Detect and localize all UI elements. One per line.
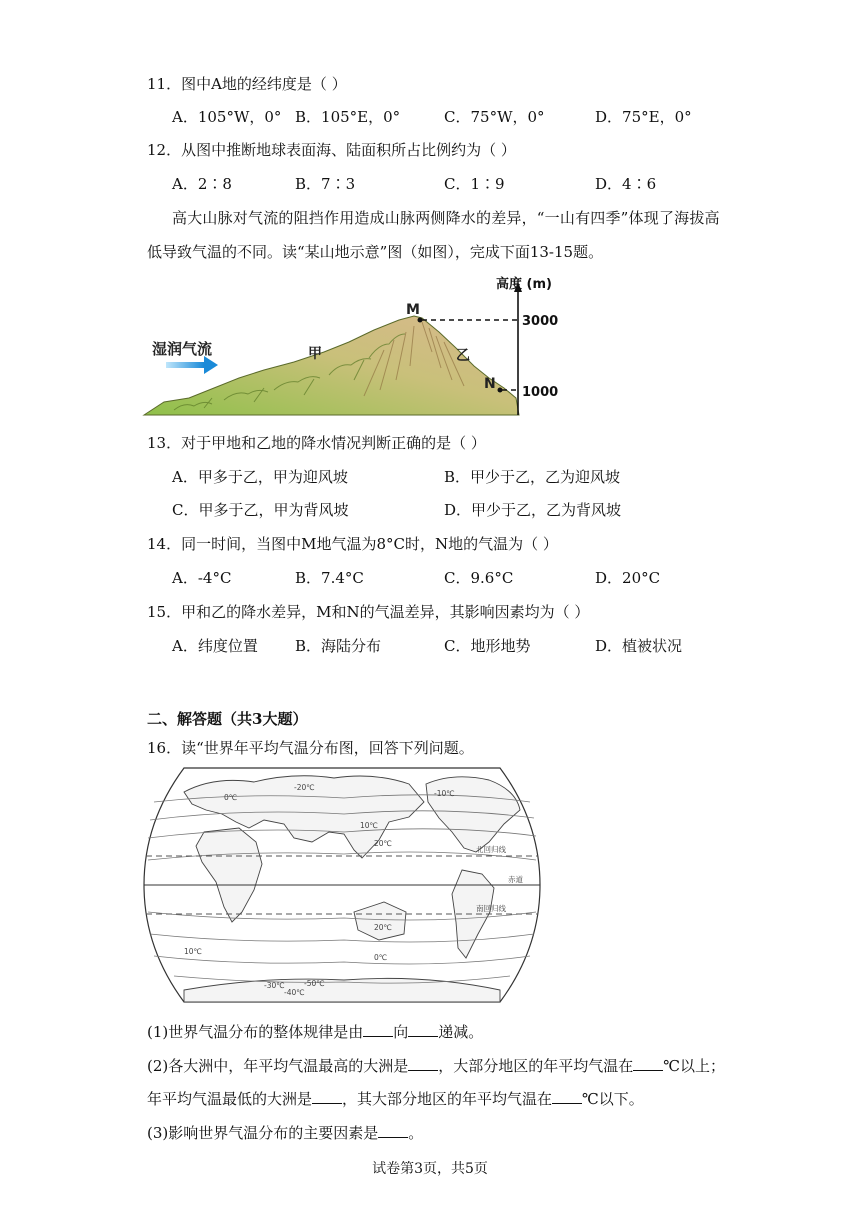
q16-stem: 16．读“世界年平均气温分布图，回答下列问题。 — [147, 739, 474, 757]
label-jia: 甲 — [308, 346, 322, 362]
label-iso-10-s: 10℃ — [184, 947, 202, 956]
label-iso-10-n: 10℃ — [360, 821, 378, 830]
q11-option-c[interactable]: C．75°W，0° — [444, 108, 545, 126]
q15-option-b[interactable]: B．海陆分布 — [295, 637, 382, 655]
label-m: M — [406, 302, 420, 318]
answer-blank-7[interactable] — [378, 1123, 408, 1138]
q16-part1 — [147, 1022, 483, 1042]
q16-part3 — [147, 1123, 423, 1143]
label-yi: 乙 — [456, 348, 470, 364]
label-iso-neg10: -10℃ — [434, 789, 455, 798]
answer-blank-5[interactable] — [312, 1089, 342, 1104]
q15-option-d[interactable]: D．植被状况 — [595, 637, 683, 655]
q11-option-a[interactable]: A．105°W，0° — [172, 108, 282, 126]
q14-option-b[interactable]: B．7.4°C — [295, 569, 364, 587]
label-iso-20-s: 20℃ — [374, 923, 392, 932]
q14-stem: 14．同一时间，当图中M地气温为8°C时，N地的气温为（ ） — [147, 535, 558, 553]
label-equator: 赤道 — [508, 875, 523, 884]
world-temperature-map — [144, 762, 540, 1008]
label-iso-neg40: -40℃ — [284, 988, 305, 997]
q12-option-b[interactable]: B．7∶3 — [295, 175, 356, 193]
q12-option-d[interactable]: D．4∶6 — [595, 175, 657, 193]
answer-blank-4[interactable] — [633, 1056, 663, 1071]
label-iso-neg20: -20℃ — [294, 783, 315, 792]
q13-option-a[interactable]: A．甲多于乙，甲为迎风坡 — [172, 468, 348, 486]
q16-part2-text-a: (2)各大洲中，年平均气温最高的大洲是 — [147, 1057, 409, 1075]
answer-blank-3[interactable] — [408, 1056, 438, 1071]
q16-part2-line1 — [147, 1056, 725, 1076]
q12-stem: 12．从图中推断地球表面海、陆面积所占比例约为（ ） — [147, 141, 516, 159]
label-iso-neg30: -30℃ — [264, 981, 285, 990]
q16-part2-text-f: ℃以下。 — [582, 1090, 644, 1108]
tick-3000: 3000 — [522, 314, 559, 329]
airflow-label: 湿润气流 — [152, 340, 213, 358]
mountain-figure — [144, 270, 559, 420]
q15-option-c[interactable]: C．地形地势 — [444, 637, 531, 655]
q11-option-d[interactable]: D．75°E，0° — [595, 108, 692, 126]
label-tropic-south: 南回归线 — [476, 904, 506, 913]
label-tropic-north: 北回归线 — [476, 845, 506, 854]
q16-part3-text-a: (3)影响世界气温分布的主要因素是 — [147, 1124, 379, 1142]
q16-part3-text-b: 。 — [408, 1124, 424, 1142]
label-n: N — [484, 376, 496, 392]
q14-option-a[interactable]: A．-4°C — [172, 569, 232, 587]
q13-stem: 13．对于甲地和乙地的降水情况判断正确的是（ ） — [147, 434, 486, 452]
point-m — [418, 318, 423, 323]
q15-option-a[interactable]: A．纬度位置 — [172, 637, 258, 655]
label-iso-0-n: 0℃ — [224, 793, 238, 802]
section-heading: 二、解答题（共3大题） — [147, 710, 308, 728]
q16-part2-text-b: ，大部分地区的年平均气温在 — [438, 1057, 634, 1075]
label-iso-0-s: 0℃ — [374, 953, 388, 962]
q11-option-b[interactable]: B．105°E，0° — [295, 108, 401, 126]
airflow-arrow-shaft — [166, 362, 204, 368]
q16-part1-text-c: 递减。 — [438, 1023, 484, 1041]
point-n — [498, 388, 503, 393]
answer-blank-6[interactable] — [552, 1089, 582, 1104]
answer-blank-2[interactable] — [408, 1022, 438, 1037]
q13-option-d[interactable]: D．甲少于乙，乙为背风坡 — [444, 501, 622, 519]
airflow-arrow-head — [204, 356, 218, 374]
answer-blank-1[interactable] — [363, 1022, 393, 1037]
q12-option-c[interactable]: C．1∶9 — [444, 175, 505, 193]
q14-option-d[interactable]: D．20°C — [595, 569, 661, 587]
q16-part1-text-a: (1)世界气温分布的整体规律是由 — [147, 1023, 364, 1041]
label-iso-20-n: 20℃ — [374, 839, 392, 848]
q12-option-a[interactable]: A．2∶8 — [172, 175, 232, 193]
label-iso-neg50: -50℃ — [304, 979, 325, 988]
q13-option-b[interactable]: B．甲少于乙，乙为迎风坡 — [444, 468, 621, 486]
q16-part2-text-d: 年平均气温最低的大洲是 — [147, 1090, 313, 1108]
q16-part2-text-e: ，其大部分地区的年平均气温在 — [342, 1090, 553, 1108]
axis-title: 高度 (m) — [496, 277, 552, 292]
q15-stem: 15．甲和乙的降水差异，M和N的气温差异，其影响因素均为（ ） — [147, 603, 590, 621]
q16-part2-text-c: ℃以上； — [663, 1057, 726, 1075]
q16-part2-line2 — [147, 1089, 644, 1109]
q16-part1-text-b: 向 — [393, 1023, 409, 1041]
intro-line-2: 低导致气温的不同。读“某山地示意”图（如图），完成下面13-15题。 — [147, 243, 604, 261]
page-footer: 试卷第3页，共5页 — [372, 1161, 488, 1177]
q14-option-c[interactable]: C．9.6°C — [444, 569, 514, 587]
tick-1000: 1000 — [522, 385, 559, 400]
q13-option-c[interactable]: C．甲多于乙，甲为背风坡 — [172, 501, 349, 519]
intro-line-1: 高大山脉对气流的阻挡作用造成山脉两侧降水的差异，“一山有四季”体现了海拔高 — [172, 209, 720, 227]
q11-stem: 11．图中A地的经纬度是（ ） — [147, 75, 347, 93]
